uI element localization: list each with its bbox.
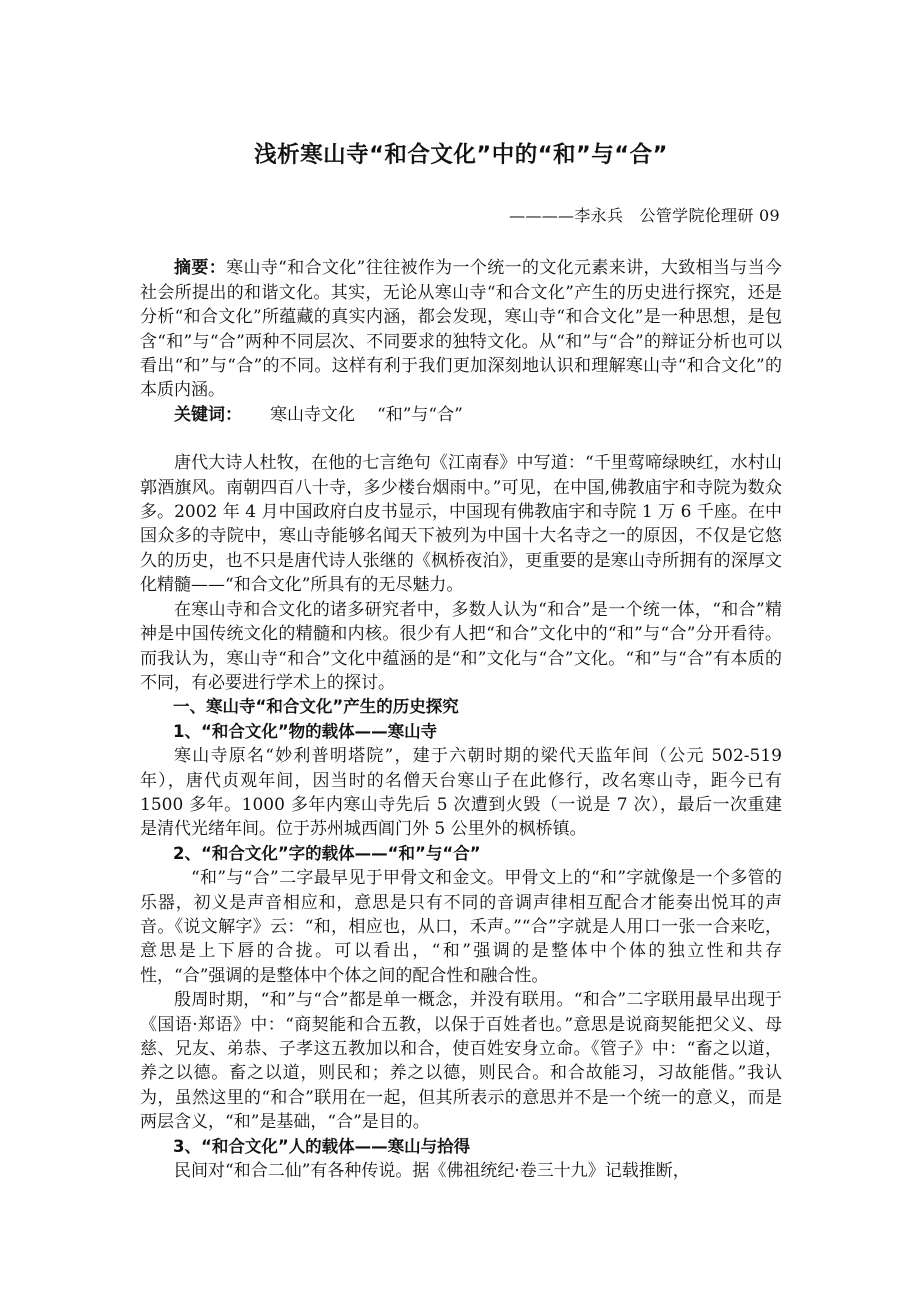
keyword-item: 寒山寺文化: [270, 404, 355, 425]
keywords-label: 关键词：: [174, 404, 242, 425]
subsection-2-heading: 2、“和合文化”字的载体——“和”与“合”: [173, 843, 481, 863]
abstract-label: 摘要：: [174, 258, 227, 279]
subsection-3-paragraph: 民间对“和合二仙”有各种传说。据《佛祖统纪·卷三十九》记载推断，: [174, 1161, 690, 1182]
abstract-text: 寒山寺“和合文化”往往被作为一个统一的文化元素来讲，大致相当与当今社会所提出的和谐文化。其实，无论从寒山寺“和合文化”产生的历史进行探究，还是分析“和合文化”所蕴藏的真实内涵，都会发现，寒山寺“和合文化”是一种思想，是包含“和”与“合”两种不同层次、不同要求的独特文化。从“和”与“合”的辩证分析也可以看出“和”与“合”的不同。这样有利于我们更加深刻地认识和理解寒山寺“和合文化”的本质内涵。: [140, 258, 783, 401]
subsection-2-paragraph-2: 殷周时期，“和”与“合”都是单一概念，并没有联用。“和合”二字联用最早出现于《国语·郑语》中：“商契能和合五教，以保于百姓者也。”意思是说商契能把父义、母慈、兄友、弟恭、子孝这五教加以和合，使百姓安身立命。《管子》中：“畜之以道，养之以德。畜之以道，则民和；养之以德，则民合。和合故能习，习故能偕。”我认为，虽然这里的“和合”联用在一起，但其所表示的意思并不是一个统一的意义，而是两层含义，“和”是基础，“合”是目的。: [140, 990, 782, 1133]
subsection-1-paragraph: 寒山寺原名“妙利普明塔院”，建于六朝时期的梁代天监年间（公元 502-519 年），唐代贞观年间，因当时的名僧天台寒山子在此修行，改名寒山寺，距今已有 1500 多年。1000 多年内寒山寺先后 5 次遭到火毁（一说是 7 次），最后一次重建是清代光绪年间。位于苏州城西阊门外 5 公里外的枫桥镇。: [140, 746, 782, 840]
subsection-2-paragraph-1: “和”与“合”二字最早见于甲骨文和金文。甲骨文上的“和”字就像是一个多管的乐器，初义是声音相应和，意思是只有不同的音调声律相互配合才能奏出悦耳的声音。《说文解字》云：“和，相应也，从口，禾声。”“合”字就是人用口一张一合来吃，意思是上下唇的合拢。可以看出，“和”强调的是整体中个体的独立性和共存性，“合”强调的是整体中个体之间的配合性和融合性。: [140, 868, 782, 986]
author-line: ————李永兵 公管学院伦理研 09: [509, 206, 780, 225]
keyword-item: “和”与“合”: [377, 404, 463, 425]
section-1-heading: 一、寒山寺“和合文化”产生的历史探究: [173, 697, 459, 717]
keywords-line: [140, 403, 782, 427]
abstract-paragraph: [140, 256, 782, 402]
subsection-1-heading: 1、“和合文化”物的载体——寒山寺: [173, 721, 438, 741]
intro-paragraph-1: 唐代大诗人杜牧，在他的七言绝句《江南春》中写道：“千里莺啼绿映红，水村山郭酒旗风。南朝四百八十寺，多少楼台烟雨中。”可见，在中国,佛教庙宇和寺院为数众多。2002 年 4 月中国政府白皮书显示，中国现有佛教庙宇和寺院 1 万 6 千座。在中国众多的寺院中，寒山寺能够名闻天下被列为中国十大名寺之一的原因，不仅是它悠久的历史，也不只是唐代诗人张继的《枫桥夜泊》，更重要的是寒山寺所拥有的深厚文化精髓——“和合文化”所具有的无尽魅力。: [140, 453, 782, 596]
subsection-3-heading: 3、“和合文化”人的载体——寒山与拾得: [173, 1136, 471, 1156]
document-title: 浅析寒山寺“和合文化”中的“和”与“合”: [254, 142, 668, 168]
intro-paragraph-2: 在寒山寺和合文化的诸多研究者中，多数人认为“和合”是一个统一体，“和合”精神是中国传统文化的精髓和内核。很少有人把“和合”文化中的“和”与“合”分开看待。而我认为，寒山寺“和合”文化中蕴涵的是“和”文化与“合”文化。“和”与“合”有本质的不同，有必要进行学术上的探讨。: [140, 599, 782, 693]
